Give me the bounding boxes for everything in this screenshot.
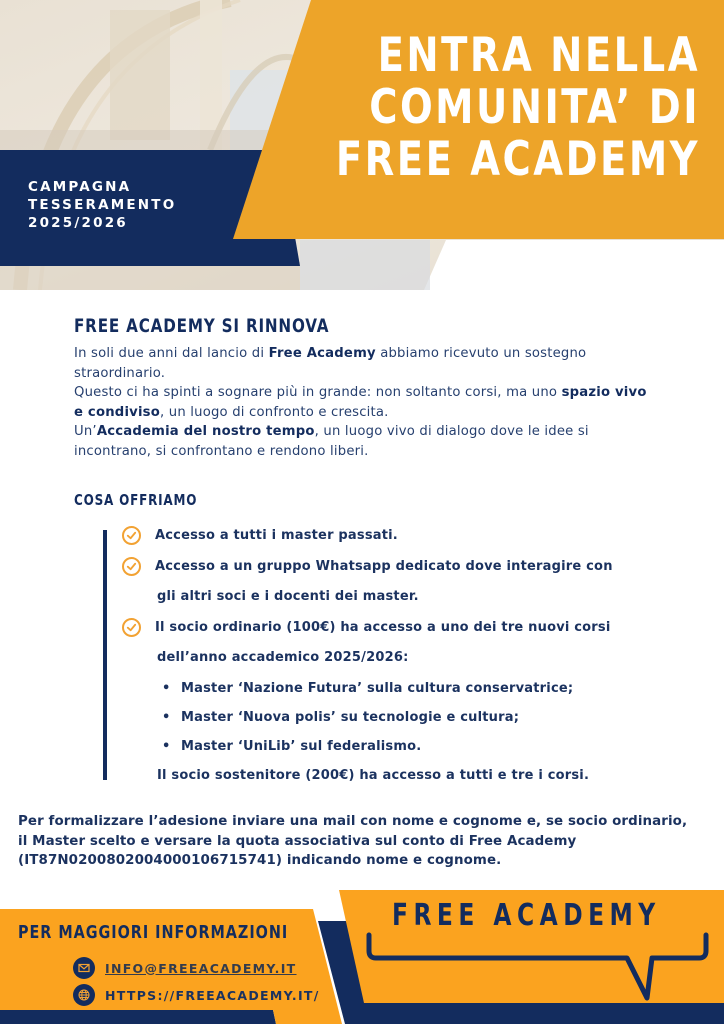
more-info-heading: PER MAGGIORI INFORMAZIONI: [18, 922, 289, 943]
website-link[interactable]: HTTPS://FREEACADEMY.IT/: [105, 987, 320, 1003]
campaign-line: 2025/2026: [28, 215, 128, 231]
website-contact[interactable]: [73, 984, 320, 1006]
master-list-item: • Master ‘Nazione Futura’ sulla cultura conservatrice;: [166, 681, 573, 696]
campaign-label: [28, 178, 176, 232]
intro-paragraph: Un’Accademia del nostro tempo, un luogo vivo di dialogo dove le idee si incontrano, si confrontano e rendono liberi.: [74, 424, 589, 459]
offer-item: Il socio ordinario (100€) ha accesso a uno dei tre nuovi corsi: [122, 618, 611, 637]
envelope-icon: [73, 957, 95, 979]
offer-item-continuation: gli altri soci e i docenti dei master.: [157, 589, 419, 604]
master-list-item: • Master ‘UniLib’ sul federalismo.: [166, 739, 421, 754]
email-contact[interactable]: [73, 957, 297, 979]
check-circle-icon: [122, 557, 141, 576]
hero-title-line: FREE ACADEMY: [335, 132, 700, 187]
check-circle-icon: [122, 618, 141, 637]
globe-icon: [73, 984, 95, 1006]
hero-title-line: ENTRA NELLA: [377, 28, 700, 83]
check-circle-icon: [122, 526, 141, 545]
hero-title-line: COMUNITA’ DI: [369, 80, 700, 135]
offer-item: Accesso a tutti i master passati.: [122, 526, 398, 545]
master-list-item: • Master ‘Nuova polis’ su tecnologie e cultura;: [166, 710, 519, 725]
section-title-intro: FREE ACADEMY SI RINNOVA: [74, 315, 330, 337]
campaign-line: CAMPAGNA: [28, 179, 132, 195]
supporter-note: Il socio sostenitore (200€) ha accesso a tutti e tre i corsi.: [157, 768, 590, 783]
membership-instructions: Per formalizzare l’adesione inviare una mail con nome e cognome e, se socio ordinario, il Master scelto e versare la quota associativa sul conto di Free Academy (IT87N0200802004000106715741) indicando nome e cognome.: [18, 814, 688, 868]
email-link[interactable]: INFO@FREEACADEMY.IT: [105, 960, 297, 976]
offer-item: Accesso a un gruppo Whatsapp dedicato dove interagire con: [122, 557, 613, 576]
section-title-offer: COSA OFFRIAMO: [74, 491, 198, 509]
offer-accent-bar: [103, 530, 107, 780]
intro-body: [74, 344, 654, 462]
campaign-line: TESSERAMENTO: [28, 197, 177, 213]
intro-paragraph: In soli due anni dal lancio di Free Academy abbiamo ricevuto un sostegno straordinario.: [74, 346, 587, 381]
offer-item-continuation: dell’anno accademico 2025/2026:: [157, 650, 409, 665]
free-academy-logo: FREE ACADEMY: [392, 898, 661, 933]
hero-title: [220, 30, 700, 186]
intro-paragraph: Questo ci ha spinti a sognare più in grande: non soltanto corsi, ma uno spazio vivo e condiviso, un luogo di confronto e crescita.: [74, 385, 647, 420]
